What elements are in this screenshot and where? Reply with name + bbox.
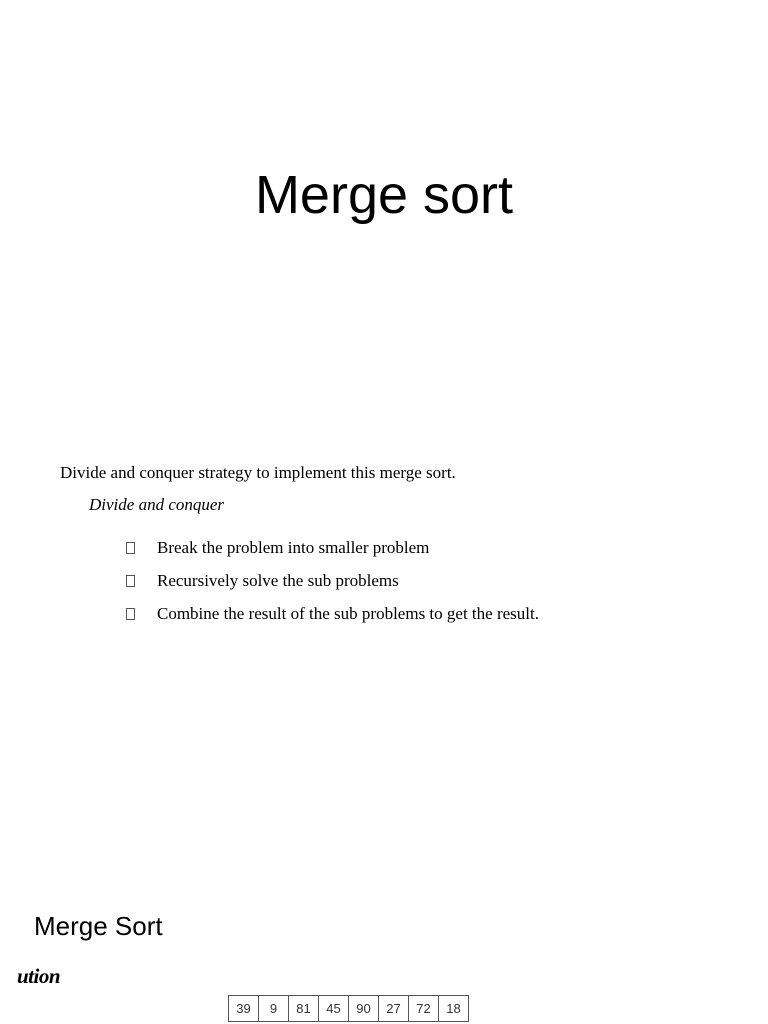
list-item-text: Recursively solve the sub problems xyxy=(157,571,399,590)
square-bullet-icon xyxy=(126,608,135,620)
subheading: Divide and conquer xyxy=(89,495,225,514)
array-cell: 45 xyxy=(319,996,349,1021)
page-title: Merge sort xyxy=(254,165,514,225)
list-item xyxy=(124,537,539,559)
array-row xyxy=(228,995,469,1022)
array-cell: 90 xyxy=(349,996,379,1021)
array-cell: 72 xyxy=(409,996,439,1021)
list-item-text: Combine the result of the sub problems to get the result. xyxy=(157,604,539,623)
array-cell: 81 xyxy=(289,996,319,1021)
array-cell: 9 xyxy=(259,996,289,1021)
section-heading: Merge Sort xyxy=(34,911,163,941)
list-item-text: Break the problem into smaller problem xyxy=(157,538,430,557)
square-bullet-icon xyxy=(126,575,135,587)
array-cell: 39 xyxy=(229,996,259,1021)
square-bullet-icon xyxy=(126,542,135,554)
array-cell: 27 xyxy=(379,996,409,1021)
bullet-list xyxy=(124,537,539,636)
array-cell: 18 xyxy=(446,1001,461,1016)
list-item xyxy=(124,570,539,592)
partial-word: ution xyxy=(17,964,61,988)
intro-text: Divide and conquer strategy to implement this merge sort. xyxy=(60,463,456,482)
list-item xyxy=(124,603,539,625)
